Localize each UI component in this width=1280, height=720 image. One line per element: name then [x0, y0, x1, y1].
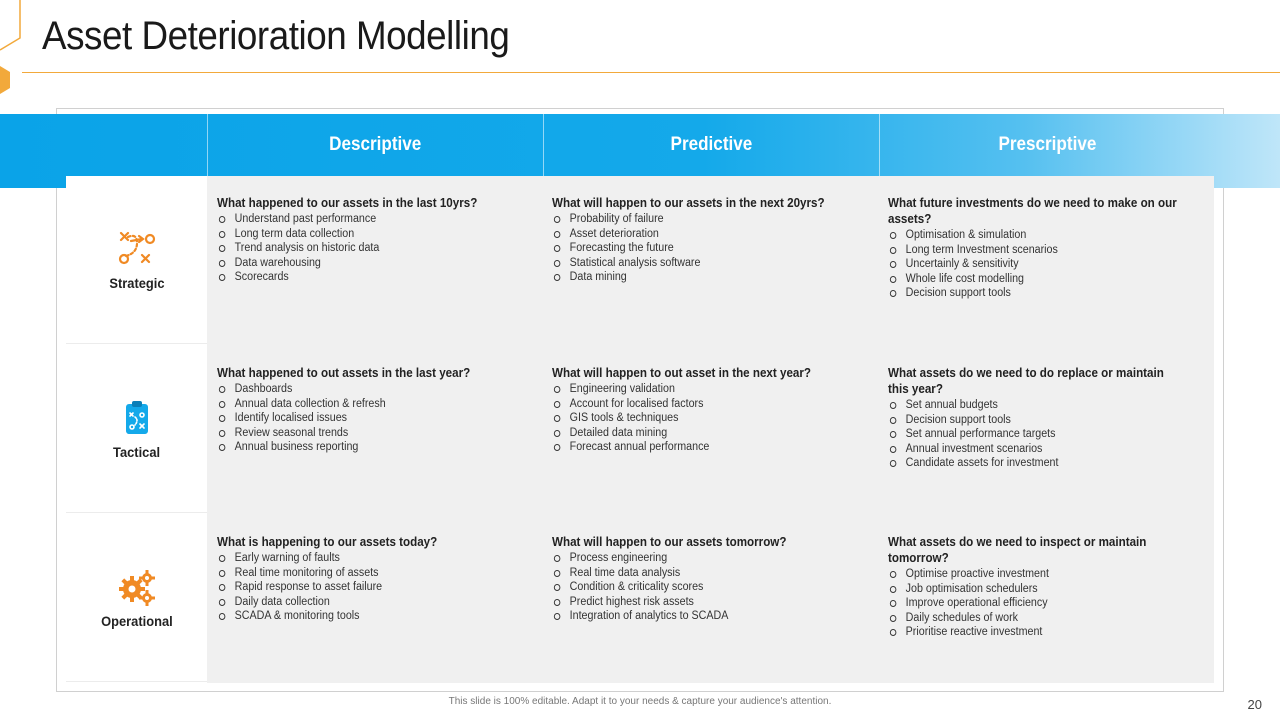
list-item: Annual business reporting — [217, 440, 513, 455]
list-item: SCADA & monitoring tools — [217, 609, 513, 624]
list-item: Daily data collection — [217, 595, 513, 610]
list-item: Data mining — [552, 270, 848, 285]
row-header-strategic — [66, 176, 207, 344]
list-item: Real time data analysis — [552, 566, 848, 581]
list-item: Identify localised issues — [217, 411, 513, 426]
list-item: Decision support tools — [888, 413, 1184, 428]
row-label-strategic: Strategic — [108, 274, 165, 291]
list-item: Early warning of faults — [217, 551, 513, 566]
list-item: GIS tools & techniques — [552, 411, 848, 426]
gears-icon — [117, 567, 157, 607]
strategy-icon — [117, 229, 157, 269]
list-item: Rapid response to asset failure — [217, 580, 513, 595]
list-item: Long term Investment scenarios — [888, 243, 1184, 258]
cell-question: What is happening to our assets today? — [217, 535, 438, 549]
cell-question: What happened to our assets in the last 10yrs? — [217, 196, 478, 210]
cell-strategic-predictive — [552, 195, 870, 285]
list-item: Review seasonal trends — [217, 426, 513, 441]
list-item: Real time monitoring of assets — [217, 566, 513, 581]
list-item: Dashboards — [217, 382, 513, 397]
cell-question: What happened to out assets in the last year? — [217, 366, 471, 380]
list-item: Forecasting the future — [552, 241, 848, 256]
list-item: Integration of analytics to SCADA — [552, 609, 848, 624]
list-item: Improve operational efficiency — [888, 596, 1184, 611]
cell-question: What assets do we need to do replace or maintain this year? — [888, 366, 1164, 396]
cell-tactical-predictive — [552, 365, 870, 455]
cell-strategic-descriptive — [217, 195, 535, 285]
cell-operational-descriptive — [217, 534, 535, 624]
list-item: Decision support tools — [888, 286, 1184, 301]
title-divider — [22, 72, 1280, 73]
footer-note: This slide is 100% editable. Adapt it to your needs & capture your audience's attention. — [448, 696, 832, 707]
cell-question: What will happen to our assets tomorrow? — [552, 535, 787, 549]
row-header-operational — [66, 514, 207, 682]
list-item: Whole life cost modelling — [888, 272, 1184, 287]
list-item: Set annual budgets — [888, 398, 1184, 413]
cell-strategic-prescriptive — [888, 195, 1206, 301]
list-item: Trend analysis on historic data — [217, 241, 513, 256]
list-item: Data warehousing — [217, 256, 513, 271]
cell-operational-prescriptive — [888, 534, 1206, 640]
cell-tactical-descriptive — [217, 365, 535, 455]
column-header-descriptive: Descriptive — [207, 114, 543, 176]
cell-tactical-prescriptive — [888, 365, 1206, 471]
list-item: Daily schedules of work — [888, 611, 1184, 626]
column-header-prescriptive: Prescriptive — [879, 114, 1214, 176]
row-header-tactical — [66, 345, 207, 513]
cell-operational-predictive — [552, 534, 870, 624]
cell-question: What assets do we need to inspect or maintain tomorrow? — [888, 535, 1147, 565]
list-item: Optimisation & simulation — [888, 228, 1184, 243]
clipboard-icon — [117, 398, 157, 438]
list-item: Optimise proactive investment — [888, 567, 1184, 582]
list-item: Forecast annual performance — [552, 440, 848, 455]
list-item: Account for localised factors — [552, 397, 848, 412]
row-label-operational: Operational — [100, 612, 173, 629]
list-item: Candidate assets for investment — [888, 456, 1184, 471]
column-header-predictive: Predictive — [543, 114, 879, 176]
list-item: Understand past performance — [217, 212, 513, 227]
row-label-tactical: Tactical — [112, 443, 161, 460]
page-number: 20 — [1247, 697, 1262, 712]
page-title: Asset Deterioration Modelling — [42, 14, 510, 58]
list-item: Predict highest risk assets — [552, 595, 848, 610]
cell-question: What future investments do we need to make on our assets? — [888, 196, 1177, 226]
list-item: Annual investment scenarios — [888, 442, 1184, 457]
list-item: Engineering validation — [552, 382, 848, 397]
list-item: Statistical analysis software — [552, 256, 848, 271]
list-item: Long term data collection — [217, 227, 513, 242]
list-item: Probability of failure — [552, 212, 848, 227]
list-item: Job optimisation schedulers — [888, 582, 1184, 597]
list-item: Prioritise reactive investment — [888, 625, 1184, 640]
list-item: Annual data collection & refresh — [217, 397, 513, 412]
list-item: Condition & criticality scores — [552, 580, 848, 595]
list-item: Process engineering — [552, 551, 848, 566]
list-item: Set annual performance targets — [888, 427, 1184, 442]
list-item: Scorecards — [217, 270, 513, 285]
corner-hexagon-decoration — [0, 0, 40, 110]
cell-question: What will happen to out asset in the next year? — [552, 366, 812, 380]
list-item: Detailed data mining — [552, 426, 848, 441]
cell-question: What will happen to our assets in the next 20yrs? — [552, 196, 825, 210]
list-item: Uncertainly & sensitivity — [888, 257, 1184, 272]
list-item: Asset deterioration — [552, 227, 848, 242]
